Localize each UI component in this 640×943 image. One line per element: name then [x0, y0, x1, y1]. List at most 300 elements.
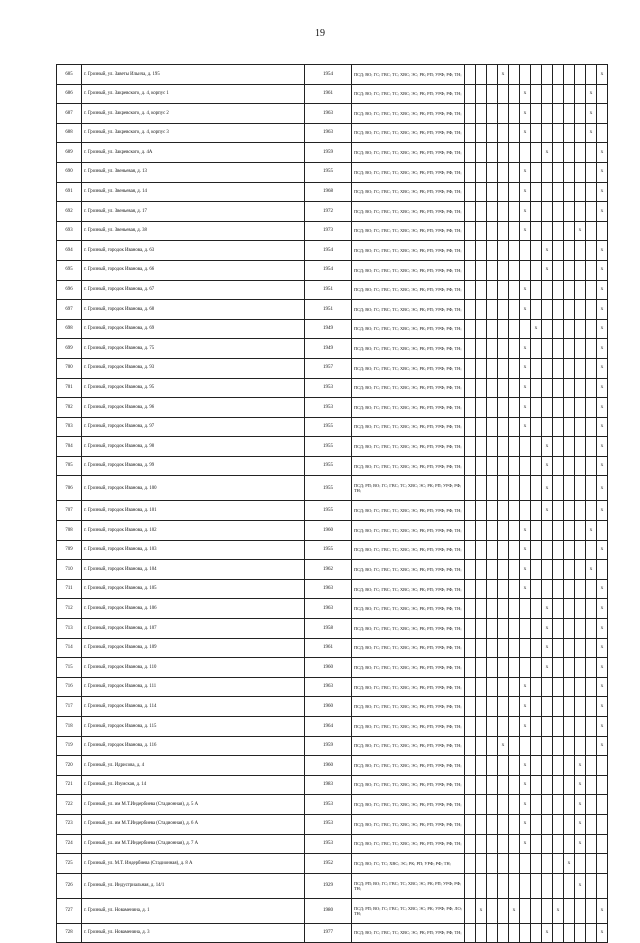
work-mark-cell — [575, 501, 586, 521]
work-mark-cell: x — [520, 775, 531, 795]
work-mark-cell — [509, 378, 520, 398]
work-mark-cell — [553, 417, 564, 437]
work-mark-cell — [586, 339, 597, 359]
work-mark-cell: x — [520, 300, 531, 320]
work-mark-cell: x — [542, 437, 553, 457]
work-mark-cell: x — [597, 697, 608, 717]
work-mark-cell — [509, 560, 520, 580]
row-number: 719 — [57, 736, 82, 756]
work-mark-cell — [465, 456, 476, 476]
work-mark-cell — [509, 697, 520, 717]
work-mark-cell — [564, 677, 575, 697]
work-mark-cell — [531, 717, 542, 737]
work-mark-cell — [564, 599, 575, 619]
work-mark-cell — [498, 923, 509, 943]
work-mark-cell: x — [520, 697, 531, 717]
work-mark-cell — [487, 476, 498, 501]
work-mark-cell — [476, 123, 487, 143]
work-mark-cell — [520, 619, 531, 639]
row-address: г. Грозный, городок Иванова, д. 115 — [82, 717, 305, 737]
row-systems: ПСД; ВО; ГС; ГВС; ТС; ХВС; ЭС; РК; РП; УРФ; РФ; ТН; — [352, 677, 465, 697]
row-number: 689 — [57, 143, 82, 163]
work-mark-cell — [509, 260, 520, 280]
row-address: г. Грозный, городок Иванова, д. 97 — [82, 417, 305, 437]
table-row — [57, 619, 608, 639]
work-mark-cell — [465, 579, 476, 599]
work-mark-cell: x — [597, 736, 608, 756]
work-mark-cell — [542, 795, 553, 815]
row-address: г. Грозный, ул. Закревского, д. 4, корпус 3 — [82, 123, 305, 143]
work-mark-cell — [498, 378, 509, 398]
work-mark-cell — [564, 104, 575, 124]
work-mark-cell — [509, 736, 520, 756]
work-mark-cell — [586, 756, 597, 776]
work-mark-cell — [465, 476, 476, 501]
work-mark-cell — [498, 599, 509, 619]
work-mark-cell — [476, 300, 487, 320]
work-mark-cell — [597, 834, 608, 854]
work-mark-cell: x — [575, 756, 586, 776]
work-mark-cell — [487, 658, 498, 678]
work-mark-cell: x — [520, 162, 531, 182]
work-mark-cell: x — [597, 717, 608, 737]
work-mark-cell — [509, 65, 520, 85]
row-number: 697 — [57, 300, 82, 320]
work-mark-cell — [564, 898, 575, 923]
row-systems: ПСД; ВО; ГС; ГВС; ТС; ХВС; ЭС; РК; РП; УРФ; РФ; ТН; — [352, 65, 465, 85]
work-mark-cell: x — [520, 540, 531, 560]
work-mark-cell — [520, 736, 531, 756]
row-systems: ПСД; ВО; ГС; ГВС; ТС; ХВС; ЭС; РК; РП; УРФ; РФ; ТН; — [352, 143, 465, 163]
work-mark-cell — [586, 834, 597, 854]
work-mark-cell — [531, 241, 542, 261]
work-mark-cell — [498, 319, 509, 339]
work-mark-cell — [575, 736, 586, 756]
row-number: 710 — [57, 560, 82, 580]
work-mark-cell — [531, 658, 542, 678]
work-mark-cell — [509, 923, 520, 943]
work-mark-cell — [586, 182, 597, 202]
work-mark-cell — [465, 697, 476, 717]
work-mark-cell — [586, 854, 597, 874]
row-year: 1959 — [305, 143, 352, 163]
row-address: г. Грозный, ул. им М.Т.Индербиева (Стадионная), д. 7 А — [82, 834, 305, 854]
work-mark-cell: x — [597, 658, 608, 678]
work-mark-cell: x — [597, 241, 608, 261]
work-mark-cell: x — [520, 579, 531, 599]
work-mark-cell: x — [597, 456, 608, 476]
row-year: 1953 — [305, 378, 352, 398]
work-mark-cell: x — [520, 84, 531, 104]
row-year: 1953 — [305, 398, 352, 418]
work-mark-cell — [564, 162, 575, 182]
work-mark-cell — [476, 339, 487, 359]
work-mark-cell: x — [597, 677, 608, 697]
work-mark-cell — [586, 638, 597, 658]
row-year: 1954 — [305, 241, 352, 261]
work-mark-cell — [498, 619, 509, 639]
work-mark-cell — [553, 560, 564, 580]
work-mark-cell — [487, 756, 498, 776]
table-row — [57, 417, 608, 437]
table-row — [57, 579, 608, 599]
work-mark-cell — [476, 658, 487, 678]
row-address: г. Грозный, городок Иванова, д. 69 — [82, 319, 305, 339]
row-address: г. Грозный, городок Иванова, д. 106 — [82, 599, 305, 619]
work-mark-cell — [498, 300, 509, 320]
work-mark-cell — [531, 182, 542, 202]
row-number: 720 — [57, 756, 82, 776]
work-mark-cell — [586, 162, 597, 182]
work-mark-cell — [553, 795, 564, 815]
work-mark-cell — [531, 202, 542, 222]
work-mark-cell — [476, 417, 487, 437]
work-mark-cell — [553, 521, 564, 541]
work-mark-cell — [553, 437, 564, 457]
row-address: г. Грозный, городок Иванова, д. 75 — [82, 339, 305, 359]
work-mark-cell — [553, 540, 564, 560]
work-mark-cell — [487, 358, 498, 378]
row-number: 706 — [57, 476, 82, 501]
work-mark-cell — [586, 697, 597, 717]
work-mark-cell — [531, 378, 542, 398]
work-mark-cell — [575, 658, 586, 678]
row-systems: ПСД; ВО; ГС; ГВС; ТС; ХВС; ЭС; РК; РП; УРФ; РФ; ТН; — [352, 123, 465, 143]
work-mark-cell — [465, 104, 476, 124]
work-mark-cell — [531, 476, 542, 501]
work-mark-cell — [575, 280, 586, 300]
work-mark-cell: x — [520, 795, 531, 815]
work-mark-cell — [564, 65, 575, 85]
work-mark-cell — [487, 775, 498, 795]
work-mark-cell — [520, 65, 531, 85]
work-mark-cell — [531, 638, 542, 658]
work-mark-cell — [531, 300, 542, 320]
work-mark-cell — [476, 358, 487, 378]
row-address: г. Грозный, городок Иванова, д. 107 — [82, 619, 305, 639]
work-mark-cell: x — [597, 619, 608, 639]
row-year: 1963 — [305, 579, 352, 599]
row-year: 1983 — [305, 775, 352, 795]
work-mark-cell — [498, 795, 509, 815]
work-mark-cell — [542, 579, 553, 599]
work-mark-cell — [509, 619, 520, 639]
row-address: г. Грозный, ул. Звеньевая, д. 14 — [82, 182, 305, 202]
work-mark-cell — [476, 143, 487, 163]
work-mark-cell — [553, 319, 564, 339]
work-mark-cell — [553, 697, 564, 717]
row-number: 699 — [57, 339, 82, 359]
work-mark-cell: x — [575, 873, 586, 898]
work-mark-cell — [476, 280, 487, 300]
work-mark-cell — [531, 677, 542, 697]
work-mark-cell — [597, 560, 608, 580]
work-mark-cell — [476, 775, 487, 795]
work-mark-cell: x — [520, 521, 531, 541]
work-mark-cell — [553, 202, 564, 222]
work-mark-cell: x — [542, 501, 553, 521]
work-mark-cell: x — [520, 677, 531, 697]
work-mark-cell — [509, 319, 520, 339]
work-mark-cell — [564, 501, 575, 521]
work-mark-cell — [553, 756, 564, 776]
row-address: г. Грозный, ул. Звеньевая, д. 17 — [82, 202, 305, 222]
work-mark-cell — [487, 540, 498, 560]
page-number: 19 — [315, 28, 325, 39]
work-mark-cell — [575, 599, 586, 619]
building-registry-table — [56, 64, 608, 943]
table-row — [57, 202, 608, 222]
work-mark-cell: x — [520, 417, 531, 437]
row-year: 1957 — [305, 358, 352, 378]
work-mark-cell — [509, 437, 520, 457]
work-mark-cell — [564, 795, 575, 815]
row-year: 1954 — [305, 65, 352, 85]
work-mark-cell — [509, 339, 520, 359]
work-mark-cell — [520, 658, 531, 678]
row-address: г. Грозный, городок Иванова, д. 116 — [82, 736, 305, 756]
work-mark-cell — [586, 319, 597, 339]
work-mark-cell — [476, 221, 487, 241]
work-mark-cell — [531, 814, 542, 834]
work-mark-cell — [509, 834, 520, 854]
work-mark-cell — [465, 521, 476, 541]
work-mark-cell — [498, 202, 509, 222]
work-mark-cell — [553, 182, 564, 202]
work-mark-cell — [564, 123, 575, 143]
work-mark-cell — [509, 756, 520, 776]
row-systems: ПСД; ВО; ГС; ГВС; ТС; ХВС; ЭС; РК; РП; УРФ; РФ; ТН; — [352, 162, 465, 182]
row-systems: ПСД; ВО; ГС; ГВС; ТС; ХВС; ЭС; РК; РП; УРФ; РФ; ТН; — [352, 795, 465, 815]
work-mark-cell — [509, 775, 520, 795]
work-mark-cell — [520, 456, 531, 476]
work-mark-cell — [575, 300, 586, 320]
work-mark-cell — [553, 501, 564, 521]
work-mark-cell — [575, 476, 586, 501]
work-mark-cell: x — [597, 599, 608, 619]
work-mark-cell — [487, 501, 498, 521]
work-mark-cell — [509, 398, 520, 418]
work-mark-cell — [531, 540, 542, 560]
work-mark-cell — [564, 358, 575, 378]
work-mark-cell — [476, 834, 487, 854]
work-mark-cell — [542, 521, 553, 541]
work-mark-cell — [564, 417, 575, 437]
work-mark-cell — [509, 300, 520, 320]
row-address: г. Грозный, городок Иванова, д. 111 — [82, 677, 305, 697]
work-mark-cell — [520, 854, 531, 874]
work-mark-cell — [487, 795, 498, 815]
work-mark-cell — [498, 501, 509, 521]
work-mark-cell — [465, 319, 476, 339]
work-mark-cell — [542, 717, 553, 737]
row-systems: ПСД; ВО; ГС; ГВС; ТС; ХВС; ЭС; РК; РП; УРФ; РФ; ТН; — [352, 241, 465, 261]
work-mark-cell: x — [520, 280, 531, 300]
table-row — [57, 834, 608, 854]
work-mark-cell — [531, 143, 542, 163]
table-row — [57, 599, 608, 619]
row-year: 1951 — [305, 280, 352, 300]
work-mark-cell — [465, 65, 476, 85]
work-mark-cell — [531, 756, 542, 776]
row-systems: ПСД; РП; ВО; ГС; ГВС; ТС; ХВС; ЭС; РК; РП; УРФ; РФ; ТН; — [352, 873, 465, 898]
work-mark-cell — [597, 123, 608, 143]
work-mark-cell — [476, 378, 487, 398]
row-number: 703 — [57, 417, 82, 437]
work-mark-cell — [531, 104, 542, 124]
work-mark-cell — [498, 898, 509, 923]
work-mark-cell — [498, 260, 509, 280]
work-mark-cell — [476, 260, 487, 280]
work-mark-cell — [531, 260, 542, 280]
work-mark-cell — [498, 775, 509, 795]
work-mark-cell — [553, 476, 564, 501]
row-number: 723 — [57, 814, 82, 834]
work-mark-cell — [465, 241, 476, 261]
work-mark-cell: x — [520, 123, 531, 143]
work-mark-cell — [476, 84, 487, 104]
work-mark-cell: x — [520, 814, 531, 834]
row-address: г. Грозный, ул. Звеньевая, д. 13 — [82, 162, 305, 182]
work-mark-cell: x — [520, 339, 531, 359]
work-mark-cell — [465, 84, 476, 104]
row-number: 705 — [57, 456, 82, 476]
work-mark-cell — [575, 398, 586, 418]
work-mark-cell — [465, 717, 476, 737]
work-mark-cell — [564, 319, 575, 339]
work-mark-cell — [564, 717, 575, 737]
work-mark-cell — [487, 437, 498, 457]
work-mark-cell — [476, 677, 487, 697]
work-mark-cell — [586, 540, 597, 560]
table-row — [57, 898, 608, 923]
work-mark-cell — [465, 398, 476, 418]
table-row — [57, 339, 608, 359]
row-systems: ПСД; ВО; ГС; ГВС; ТС; ХВС; ЭС; РК; РП; УРФ; РФ; ТН; — [352, 104, 465, 124]
work-mark-cell: x — [553, 898, 564, 923]
work-mark-cell — [586, 775, 597, 795]
work-mark-cell — [531, 560, 542, 580]
work-mark-cell — [520, 923, 531, 943]
row-systems: ПСД; ВО; ГС; ГВС; ТС; ХВС; ЭС; РК; РП; УРФ; РФ; ТН; — [352, 540, 465, 560]
work-mark-cell: x — [597, 358, 608, 378]
work-mark-cell — [520, 873, 531, 898]
row-number: 716 — [57, 677, 82, 697]
row-year: 1968 — [305, 182, 352, 202]
work-mark-cell — [476, 65, 487, 85]
work-mark-cell — [531, 854, 542, 874]
work-mark-cell — [564, 182, 575, 202]
work-mark-cell — [553, 834, 564, 854]
work-mark-cell — [586, 579, 597, 599]
work-mark-cell — [465, 814, 476, 834]
work-mark-cell — [520, 501, 531, 521]
work-mark-cell — [498, 697, 509, 717]
work-mark-cell — [487, 339, 498, 359]
work-mark-cell: x — [542, 923, 553, 943]
work-mark-cell: x — [597, 319, 608, 339]
work-mark-cell — [465, 339, 476, 359]
work-mark-cell — [542, 319, 553, 339]
row-number: 687 — [57, 104, 82, 124]
row-year: 1962 — [305, 560, 352, 580]
work-mark-cell — [487, 417, 498, 437]
work-mark-cell: x — [597, 65, 608, 85]
work-mark-cell: x — [542, 476, 553, 501]
work-mark-cell: x — [498, 65, 509, 85]
work-mark-cell — [542, 182, 553, 202]
row-number: 700 — [57, 358, 82, 378]
work-mark-cell — [465, 677, 476, 697]
table-row — [57, 104, 608, 124]
row-address: г. Грозный, городок Иванова, д. 109 — [82, 638, 305, 658]
work-mark-cell — [542, 378, 553, 398]
work-mark-cell: x — [597, 182, 608, 202]
work-mark-cell — [542, 775, 553, 795]
work-mark-cell: x — [586, 84, 597, 104]
work-mark-cell: x — [597, 162, 608, 182]
row-year: 1964 — [305, 717, 352, 737]
work-mark-cell — [542, 873, 553, 898]
work-mark-cell: x — [542, 638, 553, 658]
row-year: 1954 — [305, 260, 352, 280]
work-mark-cell: x — [586, 521, 597, 541]
row-address: г. Грозный, ул. Индустриальная, д. 14/1 — [82, 873, 305, 898]
work-mark-cell — [597, 873, 608, 898]
work-mark-cell: x — [520, 834, 531, 854]
row-number: 693 — [57, 221, 82, 241]
row-address: г. Грозный, городок Иванова, д. 68 — [82, 300, 305, 320]
work-mark-cell: x — [520, 560, 531, 580]
row-systems: ПСД; ВО; ГС; ГВС; ТС; ХВС; ЭС; РК; РП; УРФ; РФ; ТН; — [352, 260, 465, 280]
work-mark-cell — [553, 378, 564, 398]
work-mark-cell — [575, 123, 586, 143]
work-mark-cell — [597, 104, 608, 124]
work-mark-cell — [553, 658, 564, 678]
row-systems: ПСД; ВО; ГС; ГВС; ТС; ХВС; ЭС; РК; РП; УРФ; РФ; ТН; — [352, 221, 465, 241]
work-mark-cell — [553, 873, 564, 898]
row-year: 1955 — [305, 456, 352, 476]
work-mark-cell — [575, 319, 586, 339]
work-mark-cell — [564, 476, 575, 501]
work-mark-cell: x — [520, 182, 531, 202]
work-mark-cell — [465, 162, 476, 182]
work-mark-cell — [498, 717, 509, 737]
row-number: 694 — [57, 241, 82, 261]
work-mark-cell — [465, 834, 476, 854]
work-mark-cell — [465, 756, 476, 776]
work-mark-cell — [553, 241, 564, 261]
work-mark-cell — [575, 619, 586, 639]
work-mark-cell — [564, 873, 575, 898]
row-year: 1973 — [305, 221, 352, 241]
work-mark-cell — [487, 280, 498, 300]
row-year: 1955 — [305, 162, 352, 182]
work-mark-cell — [465, 221, 476, 241]
work-mark-cell — [509, 677, 520, 697]
work-mark-cell — [575, 923, 586, 943]
work-mark-cell — [542, 898, 553, 923]
row-number: 718 — [57, 717, 82, 737]
work-mark-cell — [476, 398, 487, 418]
work-mark-cell — [476, 319, 487, 339]
work-mark-cell: x — [597, 398, 608, 418]
work-mark-cell — [498, 437, 509, 457]
row-number: 708 — [57, 521, 82, 541]
work-mark-cell — [487, 143, 498, 163]
work-mark-cell — [487, 834, 498, 854]
work-mark-cell — [564, 84, 575, 104]
